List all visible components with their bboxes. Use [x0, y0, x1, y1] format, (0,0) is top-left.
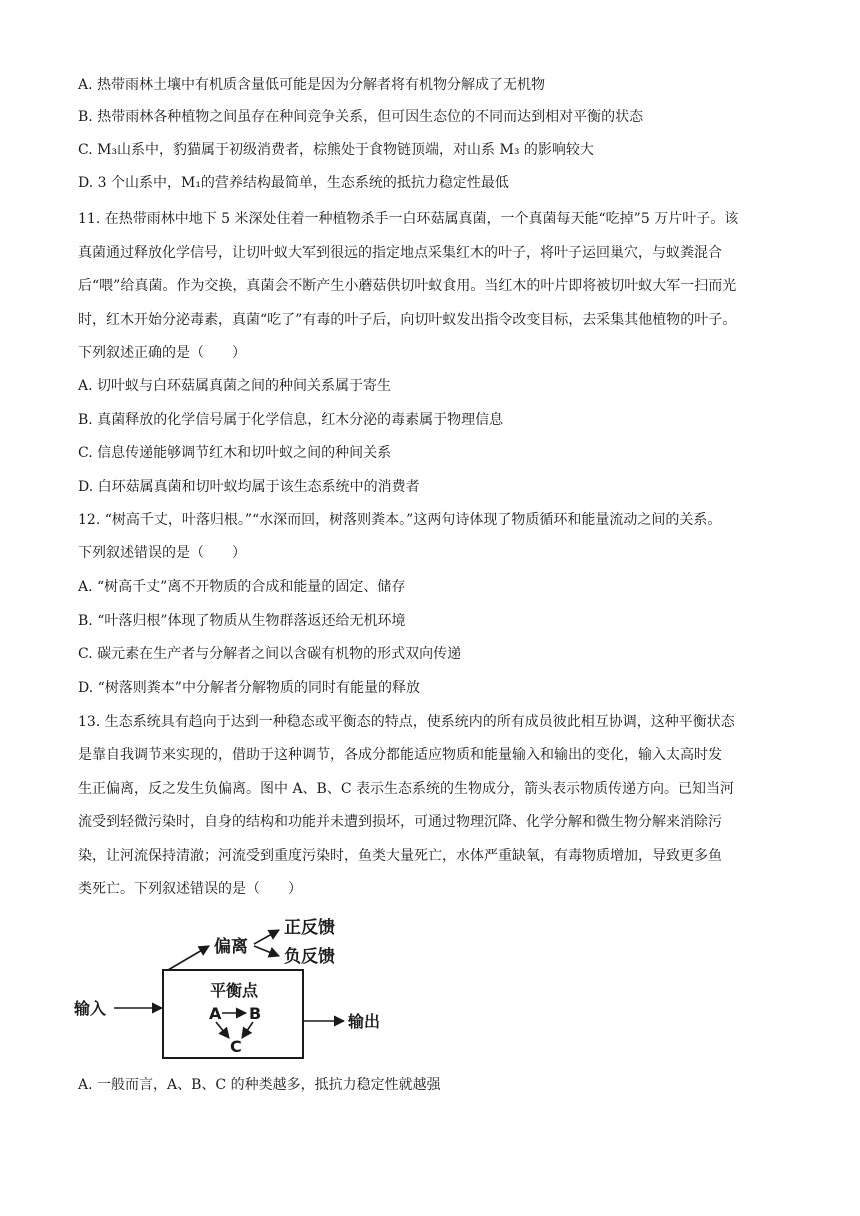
- option-a-q13: A. 一般而言，A、B、C 的种类越多，抵抗力稳定性就越强: [78, 1077, 441, 1093]
- arrow-a-to-c: [216, 1022, 229, 1038]
- deviation-arrow: [168, 946, 209, 970]
- text-line: 11. 在热带雨林中地下 5 米深处住着一种植物杀手一白环菇属真菌，一个真菌每天能“吃掉”5 万片叶子。该: [78, 211, 739, 227]
- text-line: 时，红木开始分泌毒素，真菌“吃了”有毒的叶子后，向切叶蚁发出指令改变目标，去采集其他植物的叶子。: [78, 312, 737, 328]
- text-line: 下列叙述错误的是（ ）: [78, 545, 246, 561]
- positive-feedback-arrow: [254, 930, 279, 944]
- text-line: 下列叙述正确的是（ ）: [78, 345, 246, 361]
- text-line: 12. “树高千丈，叶落归根。”“水深而回，树落则粪本。”这两句诗体现了物质循环和能量流动之间的关系。: [78, 512, 722, 528]
- text-line: 13. 生态系统具有趋向于达到一种稳态或平衡态的特点，使系统内的所有成员彼此相互协调，这种平衡状态: [78, 714, 735, 730]
- text-line: D. 白环菇属真菌和切叶蚁均属于该生态系统中的消费者: [78, 479, 420, 495]
- text-line: 流受到轻微污染时，自身的结构和功能并未遭到损坏，可通过物理沉降、化学分解和微生物分解来消除污: [78, 814, 722, 830]
- text-line: B. 真菌释放的化学信号属于化学信息，红木分泌的毒素属于物理信息: [78, 412, 504, 428]
- text-line: 真菌通过释放化学信号，让切叶蚁大军到很远的指定地点采集红木的叶子，将叶子运回巢穴，与蚁粪混合: [78, 245, 722, 261]
- text-line: 后“喂”给真菌。作为交换，真菌会不断产生小蘑菇供切叶蚁食用。当红木的叶片即将被切叶蚁大军一扫而光: [78, 278, 737, 294]
- text-line: C. 信息传递能够调节红木和切叶蚁之间的种间关系: [78, 445, 392, 461]
- text-line: D. “树落则粪本”中分解者分解物质的同时有能量的释放: [78, 680, 420, 696]
- node-b: B: [249, 1004, 262, 1023]
- text-line: A. 热带雨林土壤中有机质含量低可能是因为分解者将有机物分解成了无机物: [78, 77, 546, 93]
- deviation-label: 偏离: [214, 937, 248, 957]
- input-label: 输入: [74, 999, 107, 1018]
- positive-feedback-label: 正反馈: [284, 918, 335, 938]
- output-label: 输出: [348, 1012, 381, 1031]
- text-line: D. 3 个山系中，M₁的营养结构最简单，生态系统的抵抗力稳定性最低: [78, 175, 509, 191]
- arrow-b-to-c: [242, 1022, 253, 1038]
- node-c: C: [230, 1037, 242, 1056]
- text-line: 染，让河流保持清澈；河流受到重度污染时，鱼类大量死亡，水体严重缺氧，有毒物质增加，导致更多鱼: [78, 848, 722, 864]
- ecosystem-balance-diagram: [74, 910, 404, 1062]
- text-line: 类死亡。下列叙述错误的是（ ）: [78, 881, 302, 897]
- negative-feedback-label: 负反馈: [284, 947, 335, 967]
- text-line: C. 碳元素在生产者与分解者之间以含碳有机物的形式双向传递: [78, 646, 462, 662]
- negative-feedback-arrow: [254, 946, 279, 956]
- text-line: 是靠自我调节来实现的，借助于这种调节，各成分都能适应物质和能量输入和输出的变化，输入太高时发: [78, 747, 722, 763]
- text-line: A. “树高千丈”离不开物质的合成和能量的固定、储存: [78, 579, 406, 595]
- text-line: B. “叶落归根”体现了物质从生物群落返还给无机环境: [78, 613, 406, 629]
- text-line: A. 切叶蚁与白环菇属真菌之间的种间关系属于寄生: [78, 378, 392, 394]
- text-line: 生正偏离，反之发生负偏离。图中 A、B、C 表示生态系统的生物成分，箭头表示物质传递方向。已知当河: [78, 781, 735, 797]
- text-line: C. M₃山系中，豹猫属于初级消费者，棕熊处于食物链顶端，对山系 M₃ 的影响较大: [78, 142, 594, 158]
- balance-point-label: 平衡点: [210, 981, 259, 1000]
- node-a: A: [209, 1004, 222, 1023]
- text-line: B. 热带雨林各种植物之间虽存在种间竞争关系，但可因生态位的不同而达到相对平衡的状态: [78, 109, 644, 125]
